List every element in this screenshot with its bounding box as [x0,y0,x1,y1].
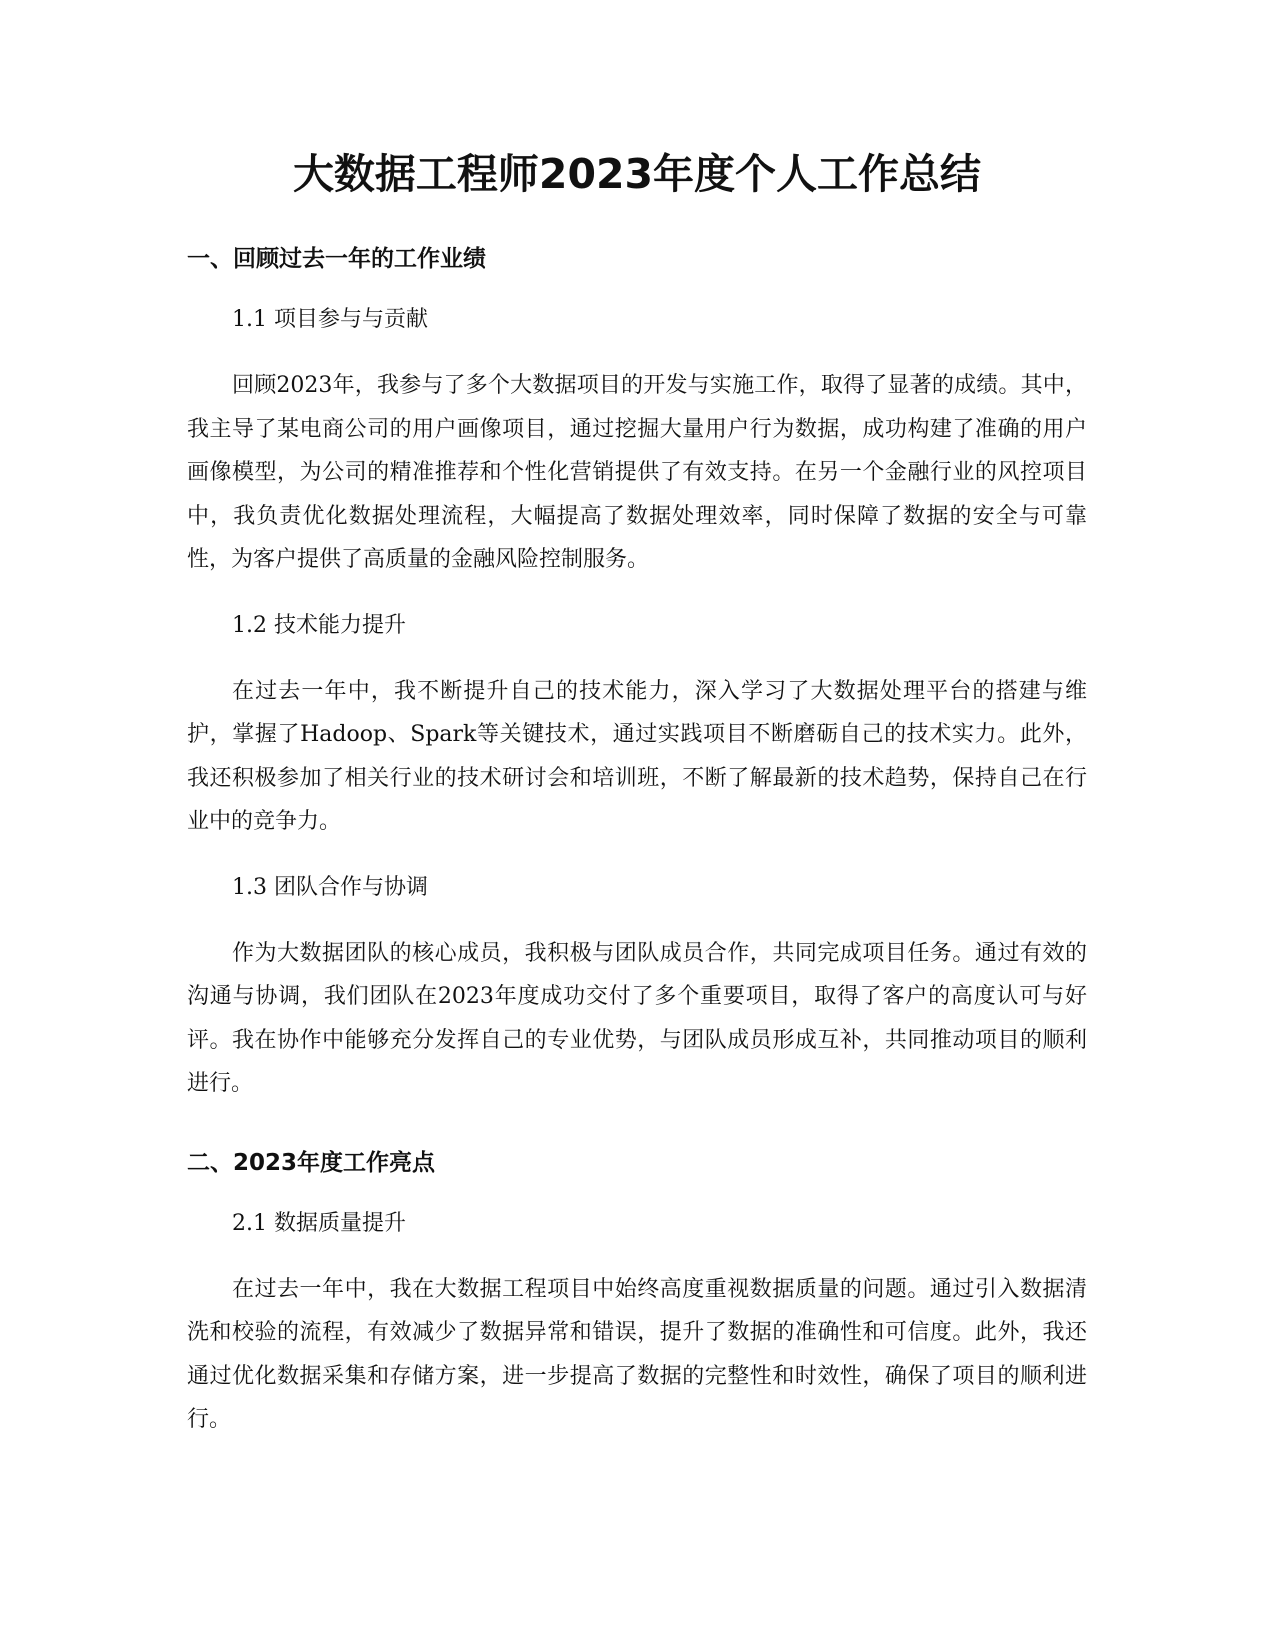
paragraph-1-3: 作为大数据团队的核心成员，我积极与团队成员合作，共同完成项目任务。通过有效的沟通与协调，我们团队在2023年度成功交付了多个重要项目，取得了客户的高度认可与好评。我在协作中能够充分发挥自己的专业优势，与团队成员形成互补，共同推动项目的顺利进行。 [187,940,1087,1096]
section-heading-1: 一、回顾过去一年的工作业绩 [187,246,486,272]
subsection-heading-1-3: 1.3 团队合作与协调 [232,874,428,900]
section-heading-2: 二、2023年度工作亮点 [187,1149,436,1176]
paragraph-2-1: 在过去一年中，我在大数据工程项目中始终高度重视数据质量的问题。通过引入数据清洗和校验的流程，有效减少了数据异常和错误，提升了数据的准确性和可信度。此外，我还通过优化数据采集和存储方案，进一步提高了数据的完整性和时效性，确保了项目的顺利进行。 [187,1276,1087,1432]
document-title: 大数据工程师2023年度个人工作总结 [292,150,982,198]
subsection-heading-2-1: 2.1 数据质量提升 [232,1210,406,1236]
paragraph-1-1: 回顾2023年，我参与了多个大数据项目的开发与实施工作，取得了显著的成绩。其中，我主导了某电商公司的用户画像项目，通过挖掘大量用户行为数据，成功构建了准确的用户画像模型，为公司的精准推荐和个性化营销提供了有效支持。在另一个金融行业的风控项目中，我负责优化数据处理流程，大幅提高了数据处理效率，同时保障了数据的安全与可靠性，为客户提供了高质量的金融风险控制服务。 [187,373,1087,572]
subsection-heading-1-1: 1.1 项目参与与贡献 [232,307,428,332]
subsection-heading-1-2: 1.2 技术能力提升 [232,612,406,638]
document-body [187,146,1087,1442]
paragraph-1-2: 在过去一年中，我不断提升自己的技术能力，深入学习了大数据处理平台的搭建与维护，掌握了Hadoop、Spark等关键技术，通过实践项目不断磨砺自己的技术实力。此外，我还积极参加了相关行业的技术研讨会和培训班，不断了解最新的技术趋势，保持自己在行业中的竞争力。 [187,678,1087,834]
